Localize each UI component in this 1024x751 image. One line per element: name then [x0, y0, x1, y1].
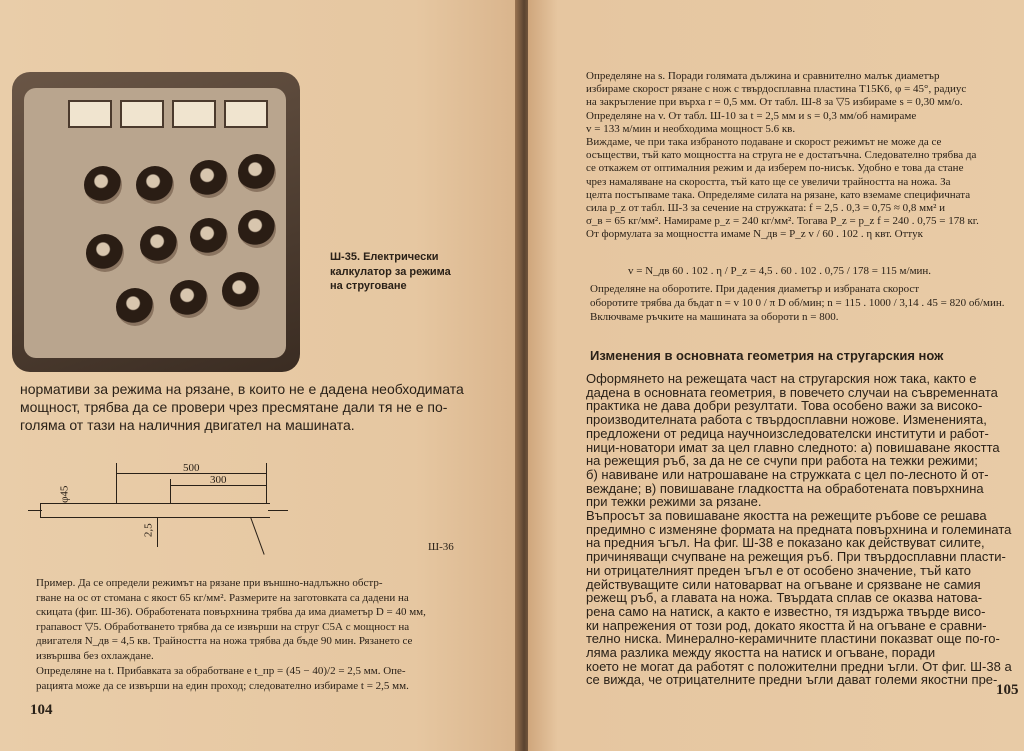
dimension-label: 300 [210, 474, 227, 486]
dial-knob [238, 154, 276, 192]
dial-knob [190, 160, 228, 198]
display-window [172, 100, 216, 128]
dial-knob [84, 166, 122, 204]
text-block: Определяне на оборотите. При дадения диаметър и избраната скорост оборотите трябва да бъдат n = v 10 0 / π D об/мин; n = 115 . 1000 / 3,14 . 45 = 820 об/мин. Включваме ръчките на машината за обороти n = 800. [590, 283, 1005, 323]
section-heading: Изменения в основната геометрия на стругарския нож [590, 348, 944, 363]
dial-knob [116, 288, 154, 326]
display-window [68, 100, 112, 128]
display-window [224, 100, 268, 128]
page-number: 105 [996, 682, 1019, 698]
dial-knob [140, 226, 178, 264]
figure-caption: Ш-35. Електрически калкулатор за режима на струговане [330, 251, 451, 292]
display-window [120, 100, 164, 128]
page-number: 104 [30, 702, 53, 718]
calculator-panel [24, 88, 286, 358]
dimension-label: φ45 [58, 485, 71, 503]
dimension-label: 500 [183, 462, 200, 474]
dial-knob [238, 210, 276, 248]
figure-label: Ш-36 [428, 541, 454, 553]
paragraph: нормативи за режима на рязане, в които не е дадена необходимата мощност, трябва да се провери чрез пресмятане дали тя не е по- голяма от тази на наличния двигател на машината. [20, 381, 464, 433]
definition-t: Определяне на t. Прибавката за обработване е t_пр = (45 − 40)/2 = 2,5 мм. Опе- рацията може да се извърши на един проход; следователно избираме t = 2,5 мм. [36, 665, 409, 692]
dial-knob [86, 234, 124, 272]
dimension-label: 2,5 [142, 523, 155, 538]
shaft-drawing [20, 455, 290, 565]
dial-knob [136, 166, 174, 204]
formula: v = N_дв 60 . 102 . η / P_z = 4,5 . 60 . 102 . 0,75 / 178 = 115 м/мин. [628, 265, 932, 277]
text-block: Определяне на s. Поради голямата дължина и сравнително малък диаметър избираме скорост рязане с нож с твърдосплавна пластина Т15К6, φ = 45°, радиус на закръгление при върха r = 0,5 мм. От табл. Ш-8 за ▽5 избираме s = 0,30 мм/о. Определяне на v. От табл. Ш-10 за t = 2,5 мм и s = 0,3 мм/об намираме v = 133 м/мин и необходима мощност 5.6 кв. Виждаме, че при така избраното подаване и скорост режимът не може да се осъществи, тъй като мощността на струга не е достатъчна. Следователно трябва да се откажем от оптималния режим и да изберем по-нисък. Удобно е това да стане чрез намаляване на скоростта, тъй като ще се увеличи трайността на ножа. За целта постъпваме така. Определяме силата на рязане, като вземаме специфичната сила p_z от табл. Ш-3 за сечение на стружката: f = 2,5 . 0,3 = 0,75 ≈ 0,8 мм² и σ_в = 65 кг/мм². Намираме p_z = 240 кг/мм². Тогава P_z = p_z f = 240 . 0,75 = 178 кг. От формулата за мощността имаме N_дв = P_z v / 60 . 102 . η квт. Оттук [586, 70, 979, 241]
dial-knob [170, 280, 208, 318]
right-page [528, 0, 1024, 751]
dial-knob [190, 218, 228, 256]
body-text: Оформянето на режещата част на стругарския нож така, както е дадена в основната геометрия, в повечето случаи на съвременната практика не дава добри резултати. Това особено важи за високо- производителната работа с твърдосплавни ножове. Измененията, предложени от редица научноизследователски институти и работ- ници-новатори имат за цел главно следното: а) повишаване якостта на режещия ръб, за да не се счупи при работа на тежки режими; б) навиване или натрошаване на стружката с цел по-лесното й от- веждане; в) повишаване гладкостта на обработената повърхнина при тежки режими за рязане. Въпросът за повишаване якостта на режещите ръбове се решава предимно с изменяне формата на предната повърхнина и големината на предния ъгъл. На фиг. Ш-38 е показано как действуват силите, причиняващи счупване на режещия ръб. При твърдосплавни пласти- ни отрицателният преден ъгъл е от особено значение, тъй като действуващите сили натоварват на огъване и срязване не самия режещ ръб, а главата на ножа. Твърдата сплав се оказва натова- рена само на натиск, а както е известно, тя издържа твърде висо- ки напрежения от този род, докато якостта й на огъване е сравни- телно ниска. Минерално-керамичните пластини показват още по-го- ляма разлика между якостта на натиск и огъване, поради което не могат да работят с положителни предни ъгли. От фиг. Ш-38 а се вижда, че отрицателните предни ъгли дават големи якостни пре- [586, 371, 1012, 688]
dial-knob [222, 272, 260, 310]
example-paragraph: Пример. Да се определи режимът на рязане при външно-надлъжно обстр- гване на ос от стомана с якост 65 кг/мм². Размерите на заготовката са дадени на скицата (фиг. Ш-36). Обработената повърхнина трябва да има диаметър D = 40 мм, грапавост ▽5. Обработването трябва да се извърши на струг С5А с мощност на двигателя N_дв = 4,5 кв. Трайността на ножа трябва да бъде 90 мин. Рязането се извършва без охлаждане. [36, 577, 426, 662]
